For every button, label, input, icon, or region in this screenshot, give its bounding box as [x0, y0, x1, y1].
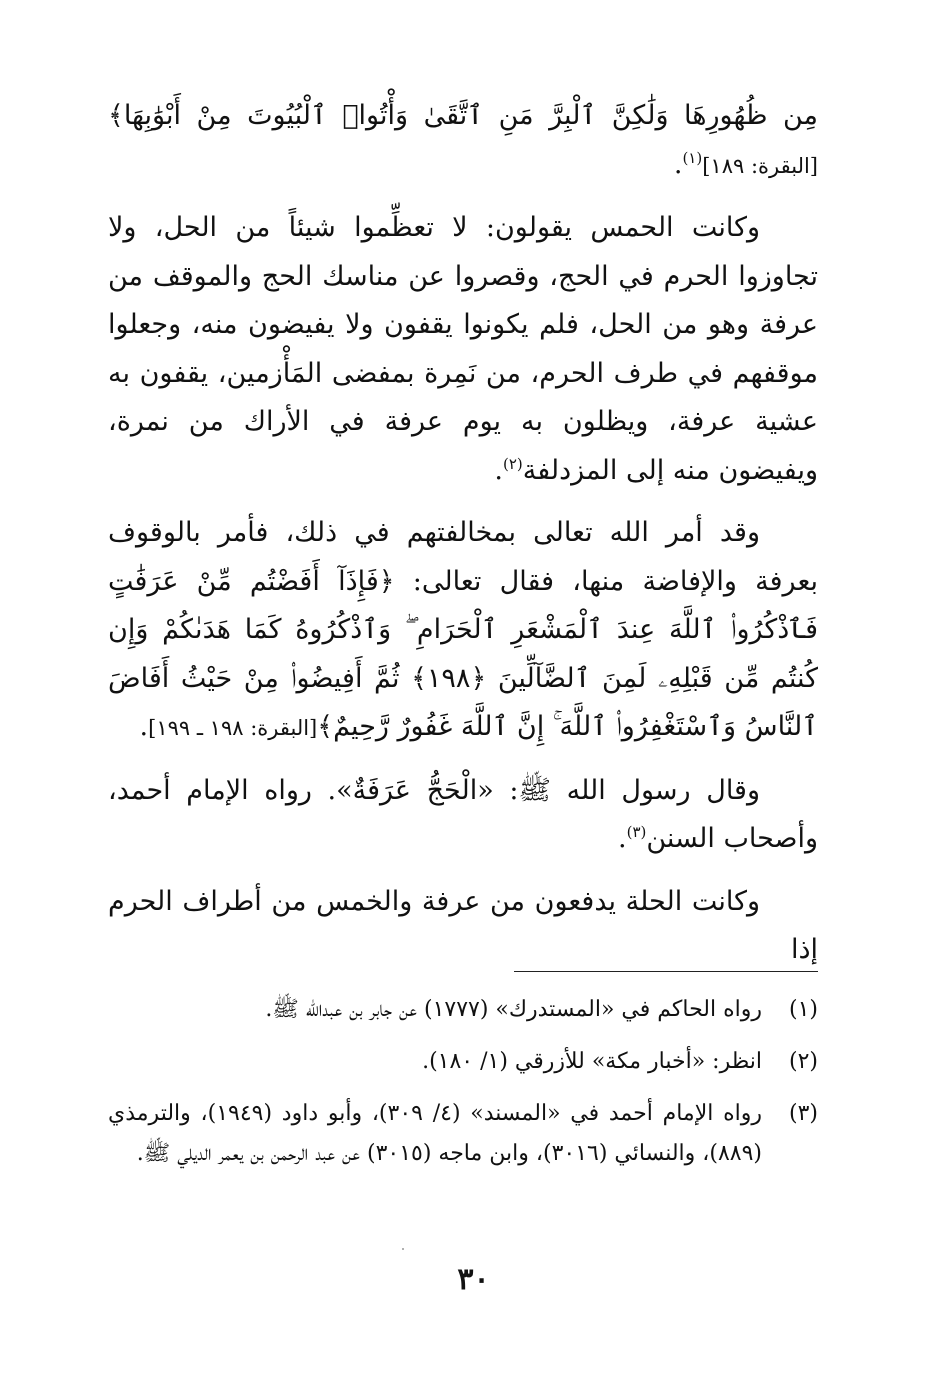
verse-reference: [البقرة: ١٩٨ ـ ١٩٩]: [148, 716, 318, 740]
sentence-end: .: [673, 148, 683, 180]
quran-close-bracket: ﴾: [108, 100, 124, 131]
verse-reference: [البقرة: ١٨٩]: [702, 153, 818, 178]
footnote-marker-3[interactable]: (٣): [626, 823, 647, 841]
sentence-end: .: [494, 454, 503, 486]
footnote-text: انظر: «أخبار مكة» للأزرقي (١/ ١٨٠).: [422, 1049, 762, 1074]
footnote-text: رواه الحاكم في «المستدرك» (١٧٧٧) عن جابر بن عبدالله ﷺ.: [265, 997, 762, 1022]
footnote-item: [108, 1094, 818, 1174]
paragraph-text: وقال رسول الله ﷺ: «الْحَجُّ عَرَفَةٌ». رواه الإمام أحمد، وأصحاب السنن: [108, 774, 818, 854]
quran-open-bracket: ﴿: [378, 565, 395, 597]
paragraph-hadith: [108, 767, 818, 864]
paragraph-text: وكانت الحمس يقولون: لا تعظِّموا شيئاً من الحل، ولا تجاوزوا الحرم في الحج، وقصروا عن مناسك الحج والموقف من عرفة وهو من الحل، فلم يكونوا يقفون ولا يفيضون منه، وجعلوا موقفهم في طرف الحرم، من نَمِرة بمفضى المَأْزمين، يقفون به عشية عرفة، ويظلون به يوم عرفة في الأراك من نمرة، ويفيضون منه إلى المزدلفة: [108, 212, 818, 486]
footnote-item: [108, 990, 818, 1030]
footnote-marker-2[interactable]: (٢): [502, 454, 523, 473]
paragraph-text: وكانت الحلة يدفعون من عرفة والخمس من أطراف الحرم إذا: [108, 885, 818, 965]
footnote-marker-1[interactable]: (١): [682, 148, 703, 167]
footnote-item: [108, 1042, 818, 1082]
footnote-number: (٣): [788, 1101, 818, 1126]
footnote-separator: [514, 971, 818, 972]
quran-close-bracket: ﴾: [317, 711, 334, 742]
sentence-end: .: [139, 711, 149, 742]
footnotes-block: [108, 990, 818, 1186]
quran-verse-text: فَإِذَآ أَفَضْتُم مِّنْ عَرَفَٰتٍ فَٱذْكُرُوا۟ ٱللَّهَ عِندَ ٱلْمَشْعَرِ ٱلْحَرَامِ ۖ وَٱذْكُرُوهُ كَمَا هَدَىٰكُمْ وَإِن كُنتُم مِّن قَبْلِهِۦ لَمِنَ ٱلضَّآلِّينَ ﴿١٩٨﴾ ثُمَّ أَفِيضُوا۟ مِنْ حَيْثُ أَفَاضَ ٱلنَّاسُ وَٱسْتَغْفِرُوا۟ ٱللَّهَ ۚ إِنَّ ٱللَّهَ غَفُورٌ رَّحِيمٌ: [108, 565, 818, 742]
scan-speck: [402, 1248, 404, 1250]
page-number: ٣٠: [457, 1262, 490, 1297]
paragraph-quran-verse-baqarah-189: [108, 92, 818, 190]
paragraph-text: وقد أمر الله تعالى بمخالفتهم في ذلك، فأمر بالوقوف بعرفة والإفاضة منها، فقال تعالى:: [108, 517, 818, 597]
footnote-number: (١): [788, 997, 818, 1022]
paragraph-hilla: [108, 878, 818, 975]
footnote-text: رواه الإمام أحمد في «المسند» (٤/ ٣٠٩)، وأبو داود (١٩٤٩)، والترمذي (٨٨٩)، والنسائي (٣٠١٦)، وابن ماجه (٣٠١٥) عن عبد الرحمن بن يعمر الديلي ﷺ.: [108, 1101, 762, 1166]
main-text-block: [108, 92, 818, 989]
footnote-number: (٢): [788, 1049, 818, 1074]
paragraph-hums: [108, 204, 818, 495]
paragraph-command-arafah: [108, 509, 818, 753]
sentence-end: .: [617, 823, 627, 854]
quran-verse-text: مِن ظُهُورِهَا وَلَٰكِنَّ ٱلْبِرَّ مَنِ ٱتَّقَىٰ وَأْتُوا۟ ٱلْبُيُوتَ مِنْ أَبْوَٰبِهَا: [123, 100, 818, 131]
